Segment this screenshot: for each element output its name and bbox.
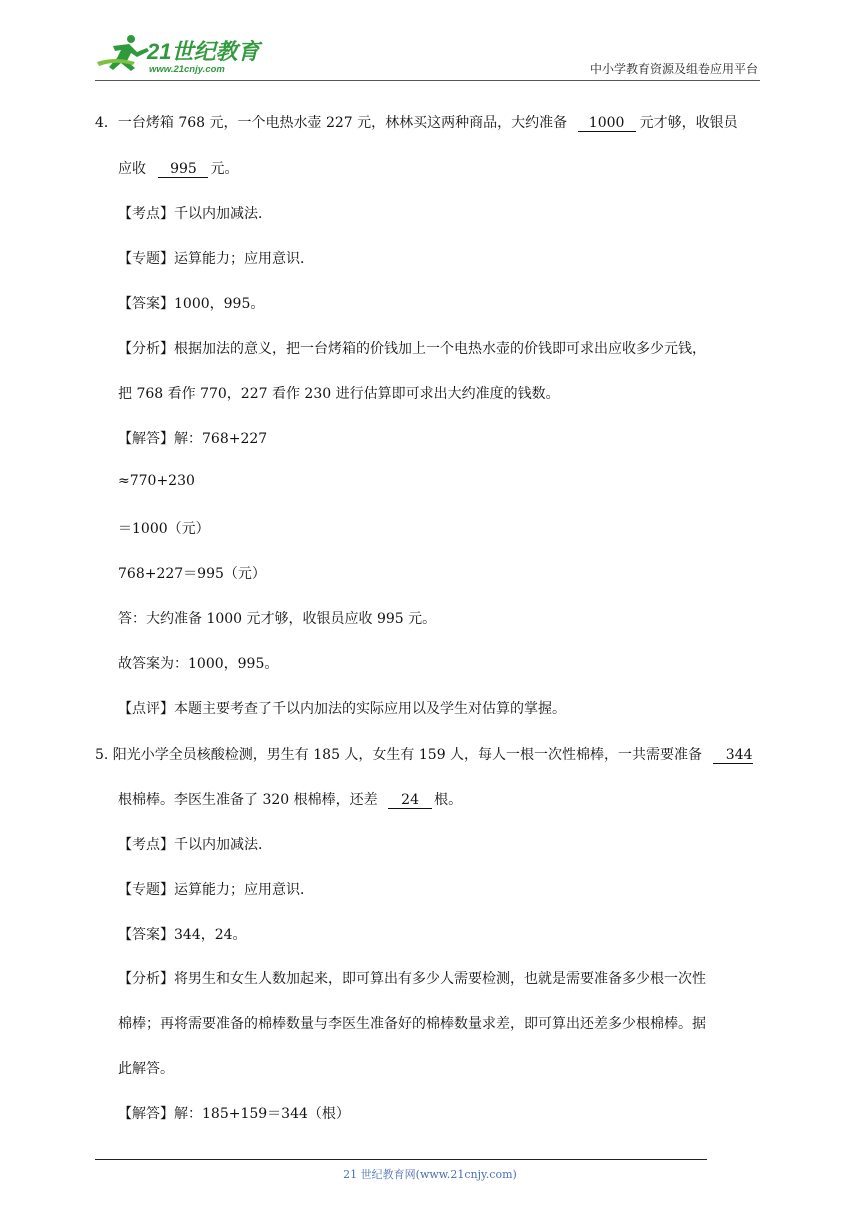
logo-url: www.21cnjy.com [149,64,225,75]
q5-stem-1: 5. 阳光小学全员核酸检测，男生有 185 人，女生有 159 人，每人一根一次性棉棒，一共需要准备 [95,747,703,763]
q5-blank-2: 24 [388,792,432,809]
q5-analysis-2: 棉棒；再将需要准备的棉棒数量与李医生准备好的棉棒数量求差，即可算出还差多少根棉棒。据 [118,1016,706,1032]
q4-blank-2: 995 [158,161,208,178]
q4-stem-2-end: 元。 [210,161,239,177]
q4-stem-2: 应收 [118,161,146,177]
q4-solution-1: 【解答】解：768+227 [118,431,268,447]
q4-solution-2: ≈770+230 [118,473,195,489]
q5-answer: 【答案】344，24。 [118,927,247,943]
q4-zhuanti: 【专题】运算能力；应用意识． [118,251,314,267]
q5-zhuanti: 【专题】运算能力；应用意识． [118,882,314,898]
q4-stem-1-end: 元才够，收银员 [639,115,738,131]
page-header [95,30,760,80]
q5-kaodian: 【考点】千以内加减法． [118,837,272,853]
q4-solution-4: 768+227＝995（元） [118,566,266,582]
page-footer: 21 世纪教育网(www.21cnjy.com) [343,1168,517,1181]
q5-line2 [118,789,462,809]
logo-text: 21世纪教育 [147,39,260,64]
q4-line1 [95,112,738,132]
q4-solution-3: ＝1000（元） [118,521,210,537]
q5-blank-1: 344 [713,747,753,764]
q5-stem-2: 根棉棒。李医生准备了 320 根棉棒，还差 [118,792,378,808]
platform-name: 中小学教育资源及组卷应用平台 [589,62,758,76]
logo-21cnjy [95,32,265,76]
q4-answer: 【答案】1000，995。 [118,296,265,312]
q5-stem-2-end: 根。 [434,792,463,808]
q4-analysis-2: 把 768 看作 770，227 看作 230 进行估算即可求出大约准度的钱数。 [118,386,560,402]
q5-line1 [95,744,753,764]
q4-solution-5: 答：大约准备 1000 元才够，收银员应收 995 元。 [118,611,437,627]
q4-kaodian: 【考点】千以内加减法． [118,206,272,222]
q4-line2 [118,158,238,178]
header-divider [95,80,760,81]
q5-solution-1: 【解答】解：185+159＝344（根） [118,1106,350,1122]
q4-analysis-1: 【分析】根据加法的意义，把一台烤箱的价钱加上一个电热水壶的价钱即可求出应收多少元钱， [118,341,706,357]
q4-solution-6: 故答案为：1000，995。 [118,656,279,672]
footer-divider [95,1159,707,1160]
q4-stem-1: 4．一台烤箱 768 元，一个电热水壶 227 元，林林买这两种商品，大约准备 [95,115,568,131]
running-figure-icon [97,35,149,71]
q5-analysis-3: 此解答。 [118,1061,174,1077]
q4-blank-1: 1000 [578,115,636,132]
q5-analysis-1: 【分析】将男生和女生人数加起来，即可算出有多少人需要检测，也就是需要准备多少根一次性 [118,971,706,987]
q4-comment: 【点评】本题主要考查了千以内加法的实际应用以及学生对估算的掌握。 [118,701,566,717]
